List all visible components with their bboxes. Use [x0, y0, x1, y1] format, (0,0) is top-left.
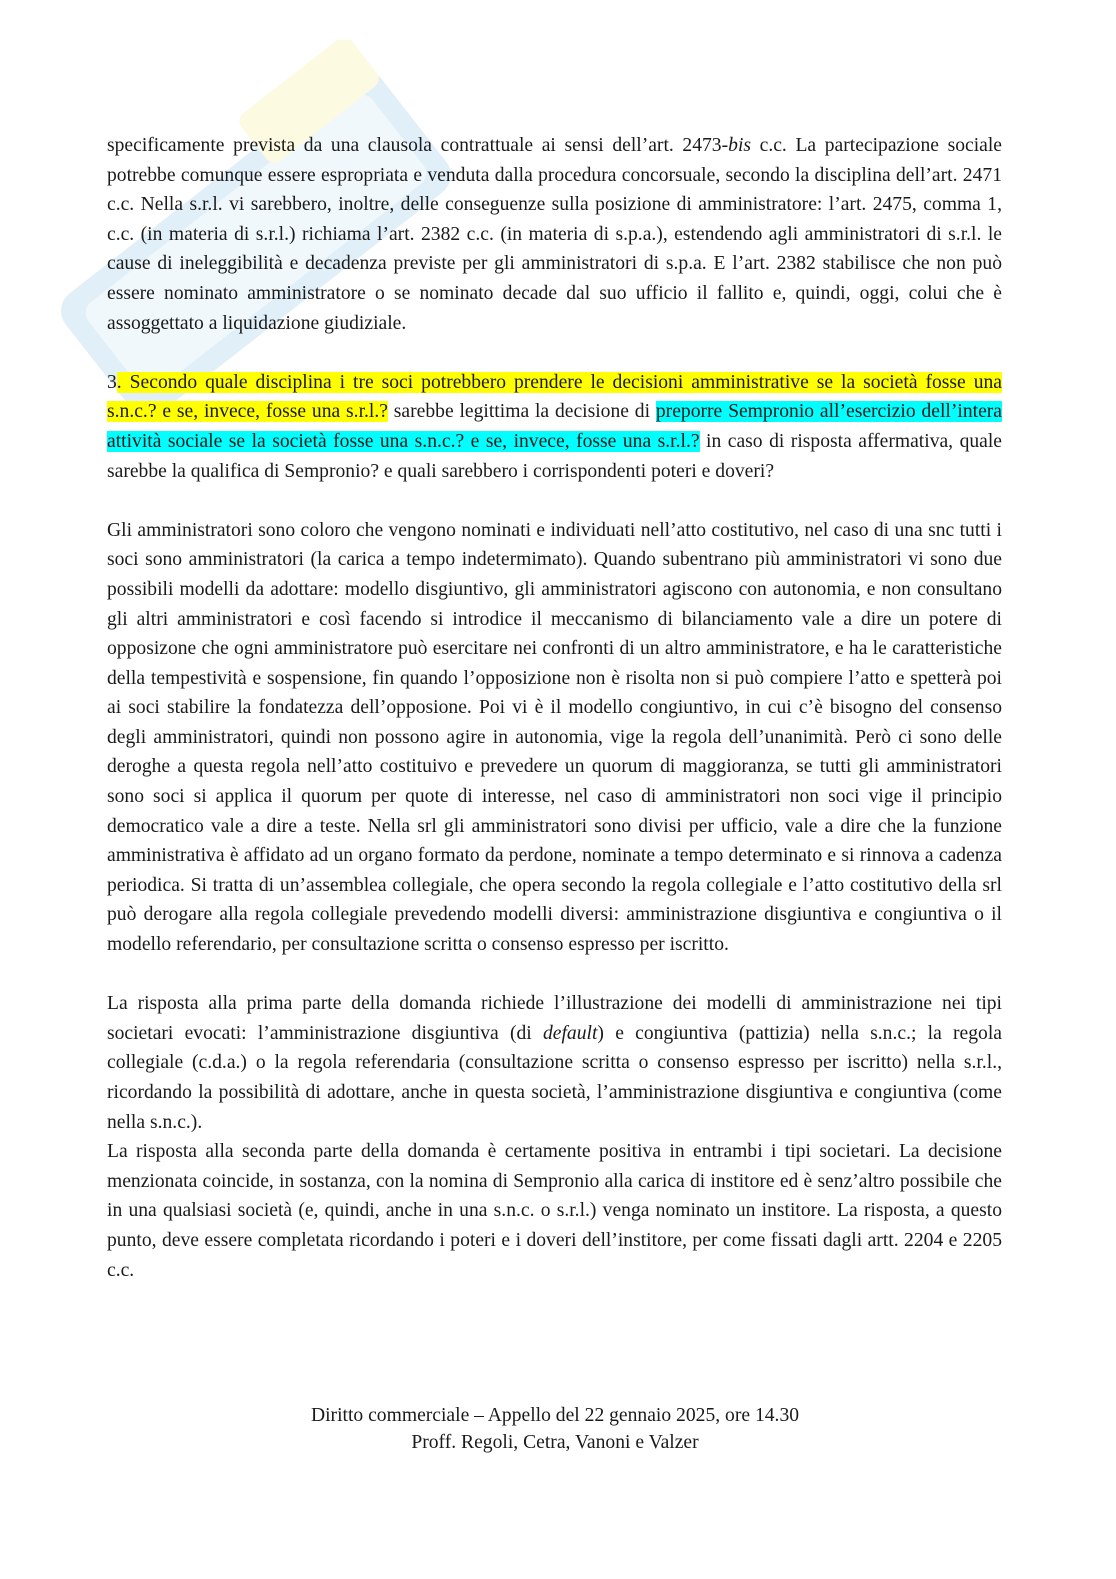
paragraph-gap: [107, 486, 1002, 516]
paragraph-1-text-b: c.c. La partecipazione sociale potrebbe comunque essere espropriata e venduta dalla procedura concorsuale, secondo la disciplina dell’art. 2471 c.c. Nella s.r.l. vi sarebbero, inoltre, delle conseguenze sulla posizione di amministratore: l’art. 2475, comma 1, c.c. (in materia di s.r.l.) richiama l’art. 2382 c.c. (in materia di s.p.a.), estendendo agli amministratori di s.r.l. le cause di ineleggibilità e decadenza previste per gli amministratori di s.p.a. E l’art. 2382 stabilisce che non può essere nominato amministratore o se nominato decade dal suo ufficio il fallito e, quindi, oggi, colui che è assoggettato a liquidazione giudiziale.: [107, 135, 1003, 334]
model-answer-1-italic: default: [543, 1022, 598, 1044]
paragraph-1-text-a: specificamente prevista da una clausola contrattuale ai sensi dell’art. 2473-: [107, 135, 729, 156]
paragraph-1: [107, 131, 1002, 338]
model-answer-1-text-b: ) e congiuntiva (pattizia) nella s.n.c.; la regola collegiale (c.d.a.) o la regola referendaria (consultazione scritta o consenso espresso per iscritto) nella s.r.l., ricordando la possibilità di adottare, anche in questa società, l’amministrazione disgiuntiva e congiuntiva (come nella s.n.c.).: [107, 1022, 1002, 1133]
document-body: [107, 131, 1002, 1285]
paragraph-gap: [107, 960, 1002, 990]
model-answer-2: La risposta alla seconda parte della domanda è certamente positiva in entrambi i tipi societari. La decisione menzionata coincide, in sostanza, con la nomina di Sempronio alla carica di institore ed è senz’altro possibile che in una qualsiasi società (e, quindi, anche in una s.n.c. o s.r.l.) venga nominato un institore. La risposta, a questo punto, deve essere completata ricordando i poteri e i doveri dell’institore, per come fissati dagli artt. 2204 e 2205 c.c.: [107, 1141, 1002, 1281]
question-3: [107, 368, 1002, 486]
question-highlight-yellow: . Secondo quale disciplina i tre soci potrebbero prendere le decisioni amministrative se la società fosse una s.n.c.? e se, invece, fosse una s.r.l.?: [107, 371, 1002, 423]
footer-line-2: Proff. Regoli, Cetra, Vanoni e Valzer: [411, 1432, 699, 1453]
paragraph-gap: [107, 338, 1002, 368]
page-footer: [0, 1402, 1110, 1456]
paragraph-1-italic-bis: bis: [728, 135, 752, 156]
question-text-b: in caso di risposta affermativa, quale sarebbe la qualifica di Sempronio? e quali sarebbero i corrispondenti poteri e doveri?: [107, 430, 1003, 482]
question-text-a: sarebbe legittima la decisione di: [387, 401, 656, 423]
model-answer-1: [107, 989, 1002, 1137]
question-number: 3: [107, 371, 117, 393]
answer-paragraph: Gli amministratori sono coloro che vengono nominati e individuati nell’atto costitutivo, nel caso di una snc tutti i soci sono amministratori (la carica a tempo indetermimato). Quando subentrano più amministratori vi sono due possibili modelli da adottare: modello disgiuntivo, gli amministratori agiscono con autonomia, e non consultano gli altri amministratori e così facendo si introdice il meccanismo di bilanciamento vale a dire un potere di opposizone che ogni amministratore può esercitare nei confronti di un altro amministratore, e ha le caratteristiche della tempestività e sospensione, fin quando l’opposizione non è risolta non si può compiere l’atto e spetterà poi ai soci stabilire la fondatezza dell’opposione. Poi vi è il modello congiuntivo, in cui c’è bisogno del consenso degli amministratori, quindi non possono agire in autonomia, vige la regola dell’unanimità. Però ci sono delle deroghe a questa regola nell’atto costituivo e prevedere un quorum di maggioranza, se tutti gli amministratori sono soci si applica il quorum per quote di interesse, nel caso di amministratori non soci vige il principio democratico vale a dire a teste. Nella srl gli amministratori sono divisi per ufficio, vale a dire che la funzione amministrativa è affidato ad un organo formato da perdone, nominate a tempo determinato e si rinnova a cadenza periodica. Si tratta di un’assemblea collegiale, che opera secondo la regola collegiale e l’atto costitutivo della srl può derogare alla regola collegiale prevedendo modelli diversi: amministrazione disgiuntiva e congiuntiva o il modello referendario, per consultazione scritta o consenso espresso per iscritto.: [107, 519, 1002, 956]
footer-line-1: Diritto commerciale – Appello del 22 gennaio 2025, ore 14.30: [310, 1405, 800, 1426]
question-highlight-cyan: preporre Sempronio all’esercizio dell’intera attività sociale se la società fosse una s.n.c.? e se, invece, fosse una s.r.l.?: [107, 401, 1002, 452]
model-answer-1-text-a: La risposta alla prima parte della domanda richiede l’illustrazione dei modelli di amministrazione nei tipi societari evocati: l’amministrazione disgiuntiva (di: [107, 993, 1002, 1044]
